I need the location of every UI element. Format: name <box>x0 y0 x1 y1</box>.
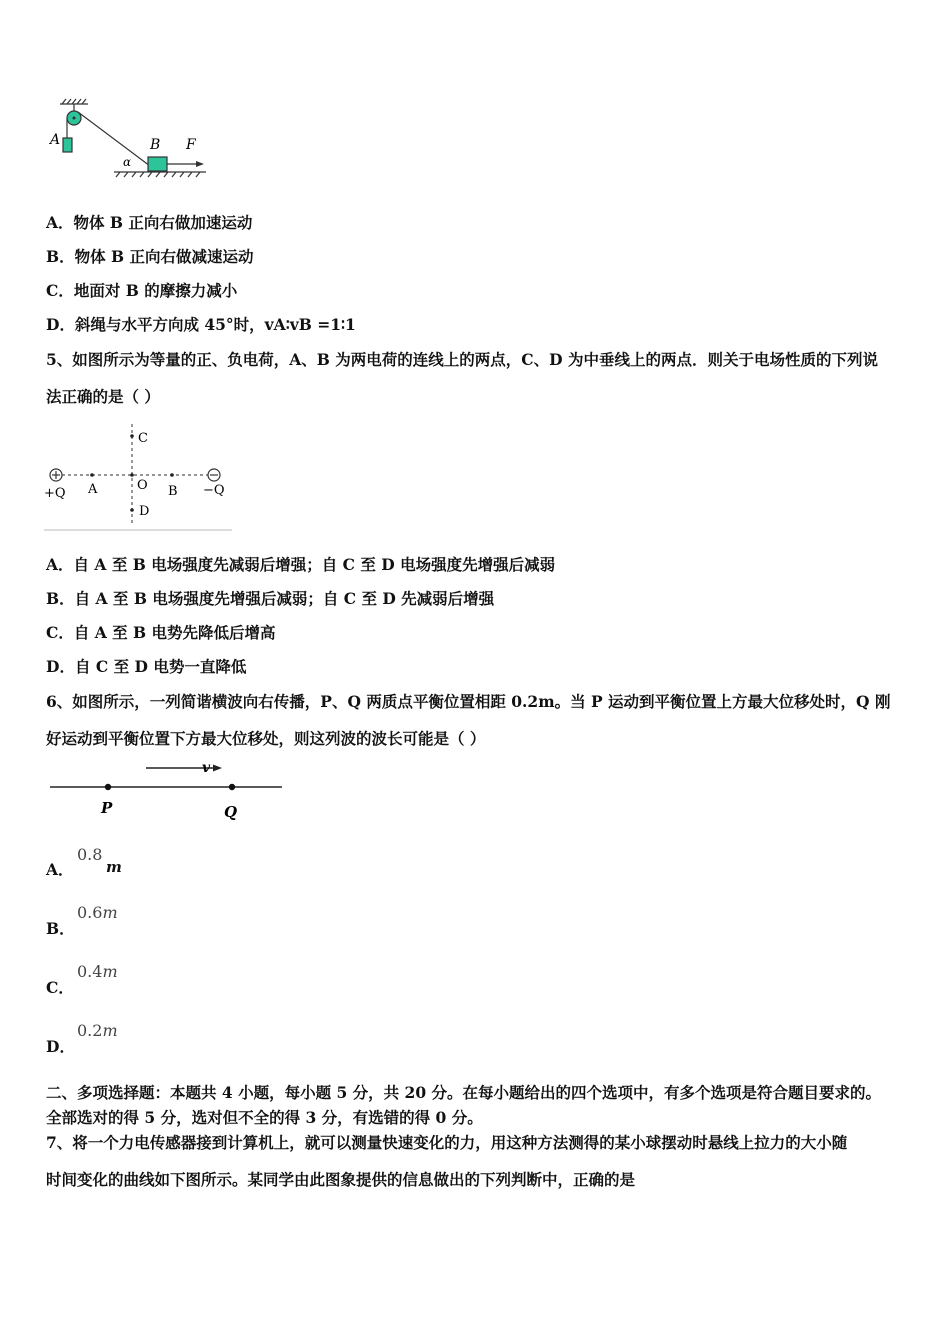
q4-option-c[interactable]: C．地面对 B 的摩擦力减小 <box>46 281 238 300</box>
point-q <box>229 784 235 790</box>
rope <box>78 112 150 166</box>
q6-option-d-value: 0.2m <box>77 1021 118 1040</box>
q5-option-c[interactable]: C．自 A 至 B 电势先降低后增高 <box>46 623 276 642</box>
label-a: A <box>50 132 61 148</box>
label-c: C <box>138 431 148 446</box>
label-pos-q: +Q <box>44 486 66 501</box>
q6-option-c-label[interactable]: C． <box>46 978 74 997</box>
q4-pulley-figure <box>44 96 214 186</box>
section2-header-line2: 全部选对的得 5 分，选对但不全的得 3 分，有选错的得 0 分。 <box>46 1108 483 1127</box>
q5-stem-line1: 5、如图所示为等量的正、负电荷，A、B 为两电荷的连线上的两点，C、D 为中垂线上的两点．则关于电场性质的下列说 <box>46 350 878 369</box>
q6-option-a-unit: m <box>106 858 122 876</box>
point-p <box>105 784 111 790</box>
q5-option-a[interactable]: A．自 A 至 B 电场强度先减弱后增强；自 C 至 D 电场强度先增强后减弱 <box>46 555 556 574</box>
q6-option-a-value: 0.8 <box>77 845 103 864</box>
q4-option-d[interactable]: D．斜绳与水平方向成 45°时，vA∶vB =1∶1 <box>46 315 356 334</box>
label-v: v <box>202 760 211 776</box>
q5-charges-figure <box>42 420 237 535</box>
label-a-point: A <box>88 482 98 497</box>
q4-option-b[interactable]: B．物体 B 正向右做减速运动 <box>46 247 254 266</box>
label-p: P <box>101 799 113 817</box>
section2-header-line1: 二、多项选择题：本题共 4 小题，每小题 5 分，共 20 分。在每小题给出的四个选项中，有多个选项是符合题目要求的。 <box>46 1083 882 1102</box>
q4-option-a[interactable]: A．物体 B 正向右做加速运动 <box>46 213 253 232</box>
label-q: Q <box>224 803 238 821</box>
q6-option-d-label[interactable]: D． <box>46 1037 75 1056</box>
label-alpha: α <box>123 155 132 169</box>
q7-stem-line2: 时间变化的曲线如下图所示。某同学由此图象提供的信息做出的下列判断中，正确的是 <box>46 1170 636 1189</box>
q5-option-b[interactable]: B．自 A 至 B 电场强度先增强后减弱；自 C 至 D 先减弱后增强 <box>46 589 495 608</box>
label-o: O <box>137 478 148 493</box>
label-b: B <box>150 137 161 153</box>
q5-option-d[interactable]: D．自 C 至 D 电势一直降低 <box>46 657 247 676</box>
q7-stem-line1: 7、将一个力电传感器接到计算机上，就可以测量快速变化的力，用这种方法测得的某小球摆动时悬线上拉力的大小随 <box>46 1133 848 1152</box>
q6-stem-line2: 好运动到平衡位置下方最大位移处，则这列波的波长可能是（ ） <box>46 729 486 748</box>
block-a <box>63 138 72 152</box>
q6-stem-line1: 6、如图所示，一列简谐横波向右传播，P、Q 两质点平衡位置相距 0.2m。当 P 运动到平衡位置上方最大位移处时，Q 刚 <box>46 692 891 711</box>
block-b <box>148 157 167 171</box>
q6-option-b-label[interactable]: B． <box>46 919 75 938</box>
q6-option-a-label[interactable]: A． <box>46 860 74 879</box>
label-neg-q: −Q <box>203 483 225 498</box>
q6-option-b-value: 0.6m <box>77 903 118 922</box>
q5-stem-line2: 法正确的是（ ） <box>46 387 160 406</box>
q6-wave-figure <box>46 755 291 825</box>
q6-option-c-value: 0.4m <box>77 962 118 981</box>
ground-hatch <box>114 172 206 177</box>
label-f: F <box>186 137 196 153</box>
label-b-point: B <box>168 484 178 499</box>
label-d: D <box>139 504 150 519</box>
ceiling-hatch <box>60 99 88 104</box>
